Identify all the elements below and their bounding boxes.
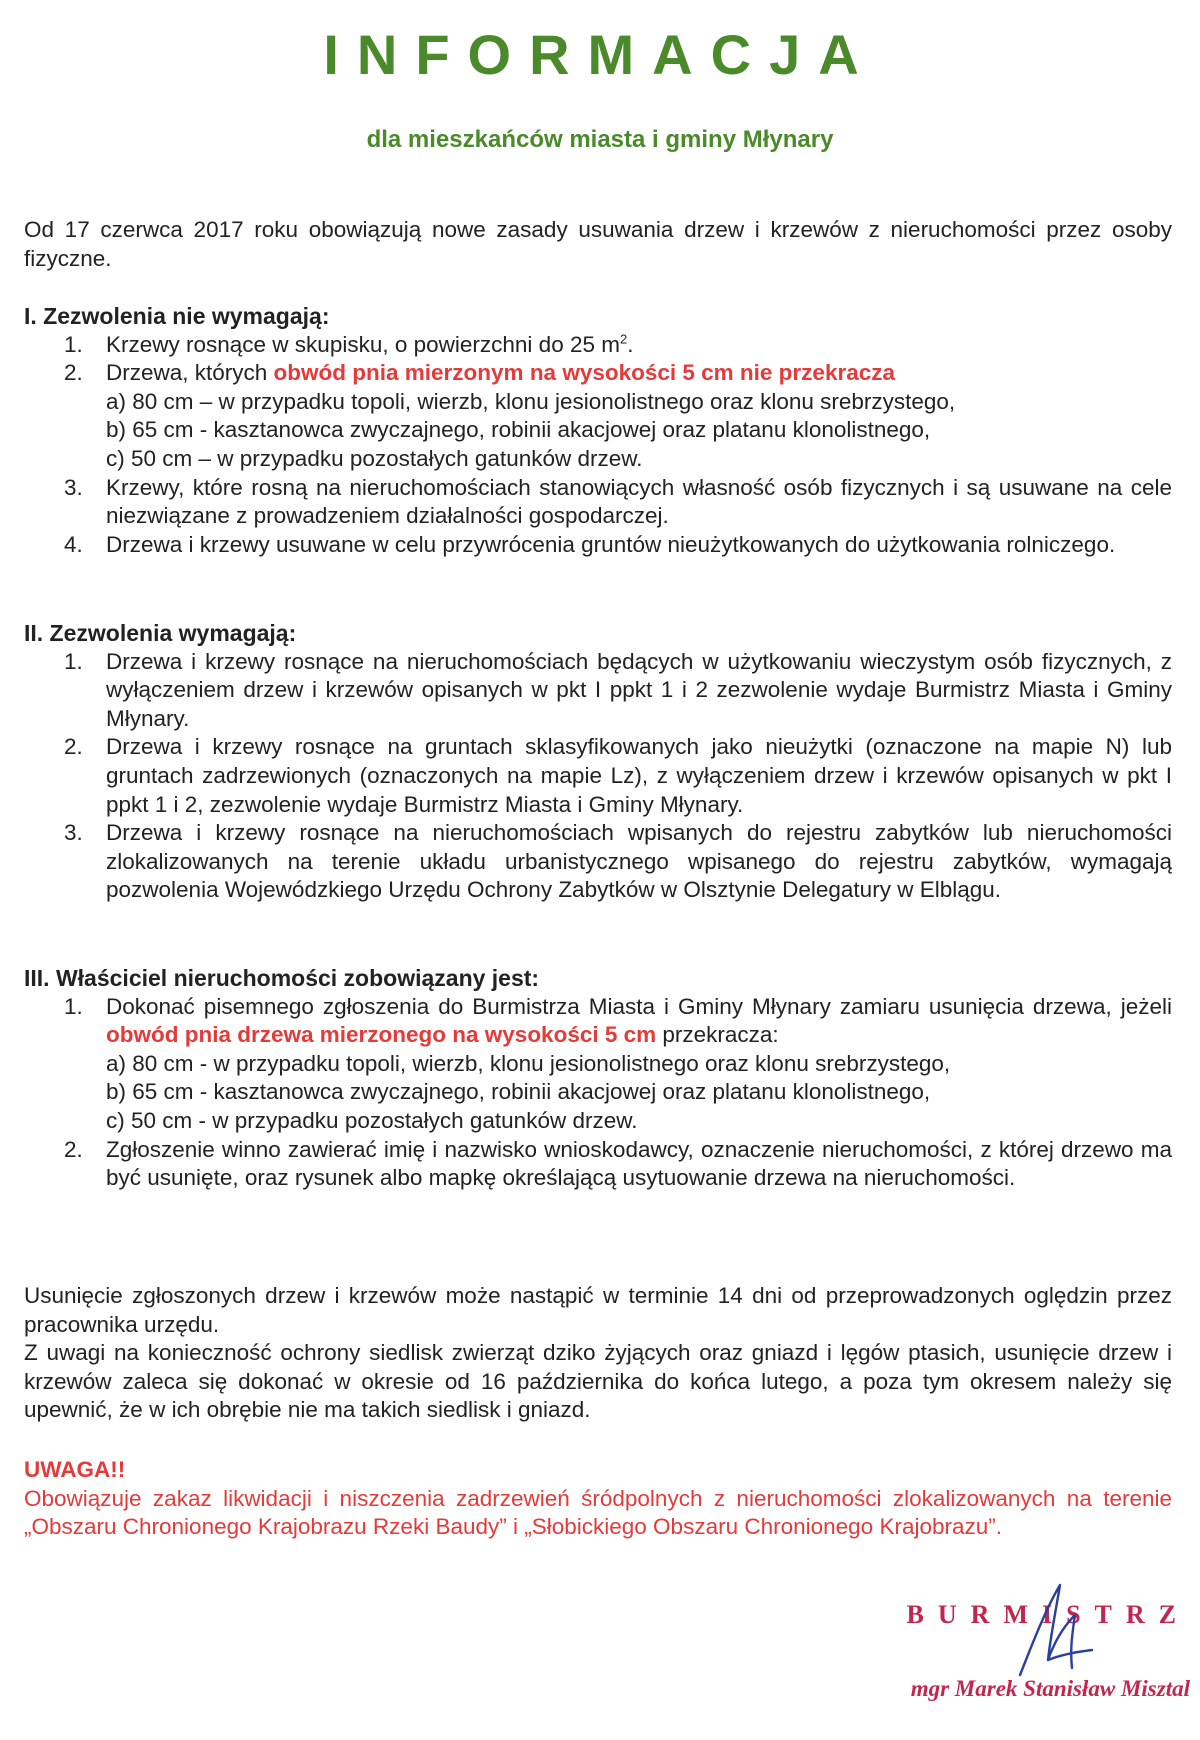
list-item xyxy=(24,993,1172,1136)
item-text: Drzewa i krzewy rosnące na nieruchomościach będących w użytkowaniu wieczystym osób fizycznych, z wyłączeniem drzew i krzewów opisanych w pkt I ppkt 1 i 2 zezwolenie wydaje Burmistrz Miasta i Gminy Młynary. xyxy=(106,648,1172,731)
list-item xyxy=(24,331,1172,360)
section-2 xyxy=(24,619,1172,905)
signature-stamp xyxy=(880,1600,1190,1720)
item-text: Krzewy, które rosną na nieruchomościach stanowiących własność osób fizycznych i są usuwane na cele niezwiązane z prowadzeniem działalności gospodarczej. xyxy=(106,474,1172,529)
sub-item-a: a) 80 cm – w przypadku topoli, wierzb, klonu jesionolistnego oraz klonu srebrzystego, xyxy=(106,388,956,414)
section-3-list xyxy=(24,993,1172,1193)
sub-item-c: c) 50 cm - w przypadku pozostałych gatunków drzew. xyxy=(106,1107,638,1133)
item-text: Dokonać pisemnego zgłoszenia do Burmistrza Miasta i Gminy Młynary zamiaru usunięcia drzewa, jeżeli xyxy=(106,993,1172,1019)
sub-item-b: b) 65 cm - kasztanowca zwyczajnego, robinii akacjowej oraz platanu klonolistnego, xyxy=(106,417,931,443)
list-item xyxy=(24,648,1172,734)
list-item xyxy=(24,531,1172,560)
item-number: 2. xyxy=(64,734,83,760)
item-number: 3. xyxy=(64,474,83,500)
item-number: 1. xyxy=(64,331,83,357)
closing-text xyxy=(24,1282,1172,1425)
sub-item-c: c) 50 cm – w przypadku pozostałych gatunków drzew. xyxy=(106,445,643,471)
closing-paragraph-1: Usunięcie zgłoszonych drzew i krzewów może nastąpić w terminie 14 dni od przeprowadzonych oględzin przez pracownika urzędu. xyxy=(24,1283,1172,1337)
item-number: 1. xyxy=(64,648,83,674)
handwritten-signature xyxy=(1000,1580,1110,1690)
section-1-list xyxy=(24,331,1172,560)
highlighted-text: obwód pnia drzewa mierzonego na wysokości 5 cm xyxy=(106,1022,657,1048)
item-text-end: przekracza: xyxy=(656,1022,779,1048)
warning-title: UWAGA!! xyxy=(24,1457,126,1482)
sub-item-a: a) 80 cm - w przypadku topoli, wierzb, klonu jesionolistnego oraz klonu srebrzystego, xyxy=(106,1050,951,1076)
list-item xyxy=(24,733,1172,819)
item-number: 2. xyxy=(64,360,83,386)
document-title: INFORMACJA xyxy=(323,23,877,86)
item-text: Krzewy rosnące w skupisku, o powierzchni do 25 m xyxy=(106,331,620,357)
list-item xyxy=(24,819,1172,905)
document-subtitle: dla mieszkańców miasta i gminy Młynary xyxy=(366,126,834,153)
stamp-title: BURMISTRZ xyxy=(906,1600,1190,1629)
item-text-end: . xyxy=(627,331,634,357)
item-text: Drzewa i krzewy rosnące na gruntach sklasyfikowanych jako nieużytki (oznaczone na mapie N) lub gruntach zadrzewionych (oznaczonych na mapie Lz), z wyłączeniem drzew i krzewów opisanych w pkt I ppkt 1 i 2, zezwolenie wydaje Burmistrz Miasta i Gminy Młynary. xyxy=(106,734,1172,817)
item-text: Drzewa, których xyxy=(106,360,274,386)
section-1 xyxy=(24,302,1172,559)
item-number: 1. xyxy=(64,993,83,1019)
item-text: Drzewa i krzewy usuwane w celu przywrócenia gruntów nieużytkowanych do użytkowania rolniczego. xyxy=(106,531,1116,557)
item-number: 3. xyxy=(64,820,83,846)
highlighted-text: obwód pnia mierzonym na wysokości 5 cm nie przekracza xyxy=(273,360,895,386)
list-item xyxy=(24,1136,1172,1193)
superscript: 2 xyxy=(619,331,628,347)
list-item xyxy=(24,359,1172,473)
section-3 xyxy=(24,964,1172,1193)
warning-block xyxy=(24,1456,1172,1542)
closing-paragraph-2: Z uwagi na konieczność ochrony siedlisk zwierząt dziko żyjących oraz gniazd i lęgów ptasich, usunięcie drzew i krzewów zaleca się dokonać w okresie od 16 października do końca lutego, a poza tym okresem należy się upewnić, że w ich obrębie nie ma takich siedlisk i gniazd. xyxy=(24,1340,1172,1423)
intro-paragraph: Od 17 czerwca 2017 roku obowiązują nowe zasady usuwania drzew i krzewów z nieruchomości przez osoby fizyczne. xyxy=(24,217,1172,271)
sub-item-b: b) 65 cm - kasztanowca zwyczajnego, robinii akacjowej oraz platanu klonolistnego, xyxy=(106,1079,931,1105)
item-text: Drzewa i krzewy rosnące na nieruchomościach wpisanych do rejestru zabytków lub nieruchomości zlokalizowanych na terenie układu urbanistycznego wpisanego do rejestru zabytków, wymagają pozwolenia Wojewódzkiego Urzędu Ochrony Zabytków w Olsztynie Delegatury w Elblągu. xyxy=(106,820,1172,903)
item-number: 4. xyxy=(64,531,83,557)
item-number: 2. xyxy=(64,1136,83,1162)
list-item xyxy=(24,474,1172,531)
section-3-heading: III. Właściciel nieruchomości zobowiązany jest: xyxy=(24,965,540,991)
item-text: Zgłoszenie winno zawierać imię i nazwisko wnioskodawcy, oznaczenie nieruchomości, z której drzewo ma być usunięte, oraz rysunek albo mapkę określającą usytuowanie drzewa na nieruchomości. xyxy=(106,1136,1172,1191)
section-2-heading: II. Zezwolenia wymagają: xyxy=(24,620,297,646)
stamp-name: mgr Marek Stanisław Misztal xyxy=(910,1676,1190,1701)
warning-text: Obowiązuje zakaz likwidacji i niszczenia zadrzewień śródpolnych z nieruchomości zlokalizowanych na terenie „Obszaru Chronionego Krajobrazu Rzeki Baudy” i „Słobickiego Obszaru Chronionego Krajobrazu”. xyxy=(24,1485,1172,1540)
section-2-list xyxy=(24,648,1172,905)
section-1-heading: I. Zezwolenia nie wymagają: xyxy=(24,303,330,329)
